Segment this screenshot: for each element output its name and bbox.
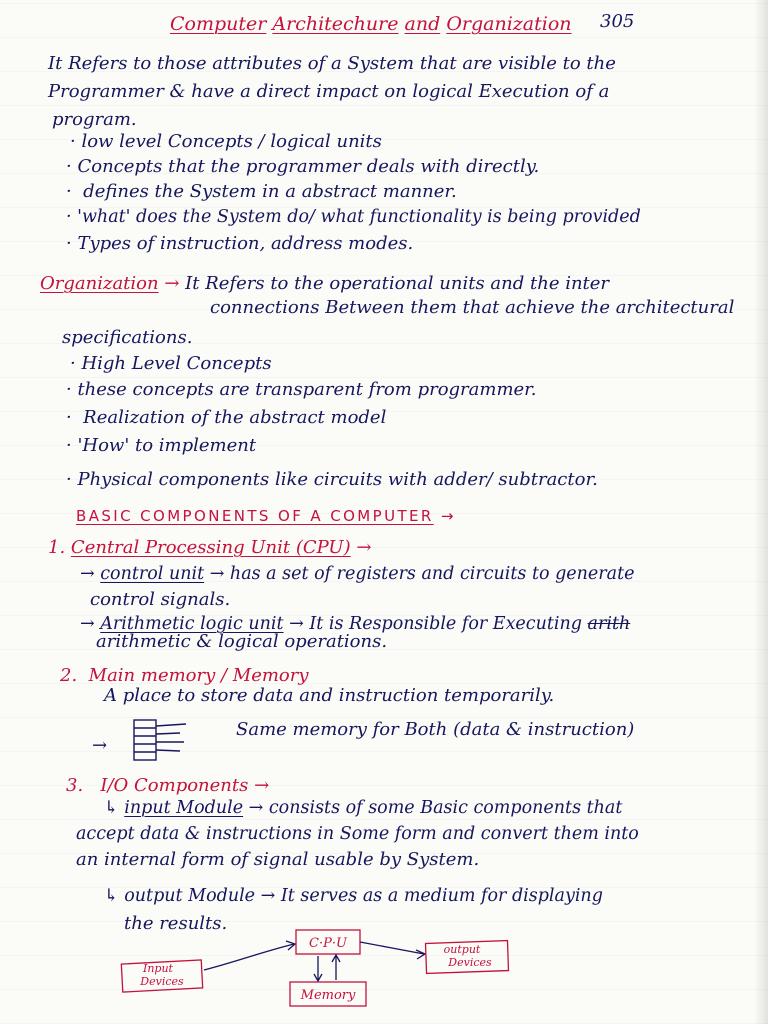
arch-point-3-text: defines the System in a abstract manner. xyxy=(83,181,457,202)
control-unit-text: → has a set of registers and circuits to generate xyxy=(209,564,635,584)
arch-point-5-text: Types of instruction, address modes. xyxy=(77,233,414,254)
memory-line-2: Same memory for Both (data & instruction) xyxy=(236,719,635,740)
org-point-4: · 'How' to implement xyxy=(66,435,257,456)
output-devices-label-1: output xyxy=(443,943,481,956)
output-module-text: → It serves as a medium for displaying xyxy=(260,886,603,906)
cpu-title-arrow: → xyxy=(356,537,372,558)
alu-term: Arithmetic logic unit xyxy=(100,614,284,634)
arch-intro-line-1: It Refers to those attributes of a System that are visible to the xyxy=(48,53,616,74)
control-unit-arrow: → xyxy=(80,564,95,584)
org-point-5: · Physical components like circuits with adder/ subtractor. xyxy=(66,469,598,490)
memory-box xyxy=(290,982,366,1006)
input-module-term: input Module xyxy=(124,798,244,818)
arch-point-1: · low level Concepts / logical units xyxy=(70,131,382,152)
control-unit-cont: control signals. xyxy=(90,589,231,610)
org-point-4-text: 'How' to implement xyxy=(77,435,257,456)
output-module-term: output Module xyxy=(124,886,256,906)
org-point-1-text: High Level Concepts xyxy=(81,353,272,374)
arch-point-1-text: low level Concepts / logical units xyxy=(81,131,382,152)
title-word-1: Computer xyxy=(170,13,267,35)
arch-intro-line-3: program. xyxy=(52,109,137,130)
title-word-3: and xyxy=(404,13,441,35)
org-point-3-text: Realization of the abstract model xyxy=(83,407,387,428)
cpu-to-output-arrow xyxy=(360,942,424,954)
org-definition-text-1: It Refers to the operational units and the inter xyxy=(185,273,610,294)
input-module-prefix: ↳ xyxy=(104,798,119,818)
memory-stack-icon xyxy=(134,720,186,760)
basic-components-heading-arrow: → xyxy=(440,507,456,525)
title-word-4: Organization xyxy=(446,13,572,35)
alu-text: → It is Responsible for Executing xyxy=(289,614,582,634)
arch-point-2: · Concepts that the programmer deals with directly. xyxy=(66,156,540,177)
arch-point-4: · 'what' does the System do/ what functionality is being provided xyxy=(66,207,641,227)
memory-number: 2. xyxy=(60,665,78,686)
arch-point-3: · defines the System in a abstract manner. xyxy=(66,181,457,202)
org-arrow: → xyxy=(164,273,180,294)
cpu-to-output-arrowhead xyxy=(416,950,425,959)
alu-cont: arithmetic & logical operations. xyxy=(96,631,388,652)
org-point-1: · High Level Concepts xyxy=(70,353,272,374)
org-point-3: · Realization of the abstract model xyxy=(66,407,387,428)
input-devices-label-1: Input xyxy=(143,962,173,975)
org-definition-line-2: connections Between them that achieve the architectural xyxy=(210,297,735,318)
alu-struck-word: arith xyxy=(587,614,631,634)
org-point-2-text: these concepts are transparent from programmer. xyxy=(77,379,537,400)
org-point-5-text: Physical components like circuits with adder/ subtractor. xyxy=(77,469,598,490)
page-number: 305 xyxy=(600,11,635,32)
input-devices-label-2: Devices xyxy=(140,975,184,988)
memory-box-label: Memory xyxy=(300,988,356,1003)
block-diagram xyxy=(121,930,508,1006)
input-devices-box xyxy=(121,960,202,992)
arch-point-2-text: Concepts that the programmer deals with directly. xyxy=(77,156,540,177)
arch-point-5: · Types of instruction, address modes. xyxy=(66,233,414,254)
output-module-cont: the results. xyxy=(124,913,228,934)
input-module-cont-2: an internal form of signal usable by System. xyxy=(76,849,480,870)
io-title-arrow: → xyxy=(254,775,270,796)
arch-intro-line-2: Programmer & have a direct impact on logical Execution of a xyxy=(48,81,610,102)
basic-components-heading-text: BASIC COMPONENTS OF A COMPUTER xyxy=(76,507,434,525)
cpu-box xyxy=(296,930,360,954)
arch-point-4-text: 'what' does the System do/ what functionality is being provided xyxy=(77,207,641,227)
cpu-number: 1. xyxy=(48,537,66,558)
memory-line-1: A place to store data and instruction temporarily. xyxy=(104,685,555,706)
control-unit-term: control unit xyxy=(100,564,205,584)
memory-arrow: → xyxy=(92,735,108,756)
output-module-prefix: ↳ xyxy=(104,886,119,906)
output-devices-label-2: Devices xyxy=(448,956,492,969)
cpu-title: Central Processing Unit (CPU) xyxy=(70,537,351,558)
memory-title: Main memory / Memory xyxy=(88,665,309,686)
org-term: Organization xyxy=(40,273,159,294)
input-to-cpu-arrow xyxy=(204,944,294,970)
title-word-2: Architechure xyxy=(272,13,399,35)
org-definition-line-3: specifications. xyxy=(62,327,193,348)
input-module-cont-1: accept data & instructions in Some form and convert them into xyxy=(76,824,639,844)
io-number: 3. xyxy=(66,775,84,796)
org-point-2: · these concepts are transparent from programmer. xyxy=(66,379,537,400)
cpu-box-label: C·P·U xyxy=(309,936,347,951)
cpu-memory-arrows xyxy=(314,955,340,981)
io-title: I/O Components xyxy=(100,775,249,796)
input-module-text: → consists of some Basic components that xyxy=(248,798,623,818)
output-devices-box xyxy=(426,941,509,974)
alu-arrow: → xyxy=(80,614,95,634)
